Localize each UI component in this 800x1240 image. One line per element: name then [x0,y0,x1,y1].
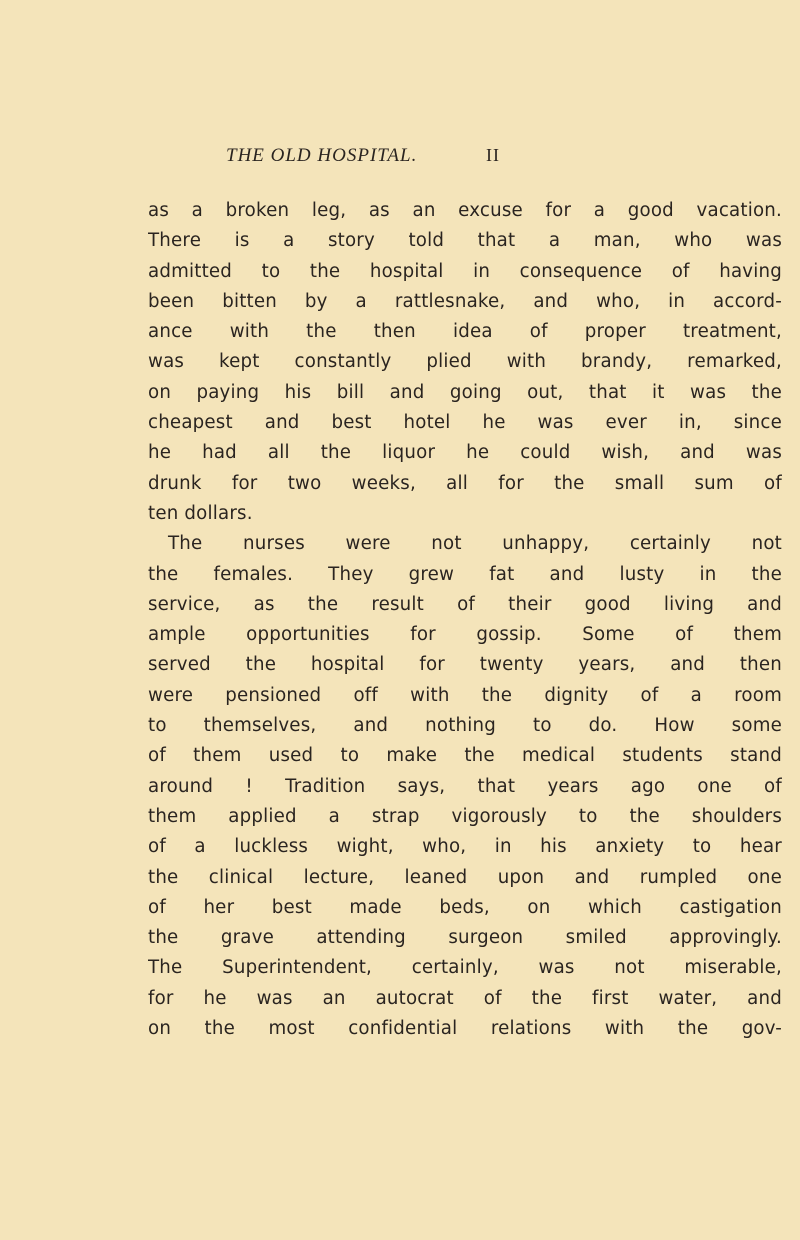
text-line: he had all the liquor he could wish, and was [148,442,782,464]
text-line: around ! Tradition says, that years ago one of [148,775,782,797]
text-line: of a luckless wight, who, in his anxiety to hear [148,836,782,858]
text-line: ten dollars. [148,502,253,524]
body-text [148,196,782,1044]
text-line: cheapest and best hotel he was ever in, since [148,412,782,434]
text-line: ance with the then idea of proper treatment, [148,321,782,343]
text-line: the females. They grew fat and lusty in the [148,563,782,585]
text-line: on the most confidential relations with the gov- [148,1018,782,1040]
text-line: The nurses were not unhappy, certainly not [168,533,782,555]
text-line: served the hospital for twenty years, and then [148,654,782,676]
text-line: the grave attending surgeon smiled approvingly. [148,927,782,949]
text-line: on paying his bill and going out, that it was the [148,381,782,403]
text-line: drunk for two weeks, all for the small sum of [148,472,782,494]
text-line: the clinical lecture, leaned upon and rumpled one [148,866,782,888]
page-header [0,145,800,169]
text-line: as a broken leg, as an excuse for a good vacation. [148,200,782,221]
page-number: II [486,145,500,165]
text-line: of them used to make the medical students stand [148,745,782,767]
text-line: of her best made beds, on which castigation [148,896,782,918]
text-line: service, as the result of their good living and [148,593,782,615]
text-line: There is a story told that a man, who was [148,230,782,252]
text-line: The Superintendent, certainly, was not miserable, [148,957,782,979]
text-line: were pensioned off with the dignity of a room [148,684,782,706]
text-line: admitted to the hospital in consequence of having [148,260,782,282]
text-line: to themselves, and nothing to do. How some [148,715,782,737]
text-line: for he was an autocrat of the first water, and [148,987,782,1009]
running-title: THE OLD HOSPITAL. [226,145,418,166]
text-line: them applied a strap vigorously to the shoulders [148,805,782,827]
text-line: ample opportunities for gossip. Some of them [148,624,782,646]
text-line: been bitten by a rattlesnake, and who, in accord- [148,290,782,312]
text-line: was kept constantly plied with brandy, remarked, [148,351,782,373]
